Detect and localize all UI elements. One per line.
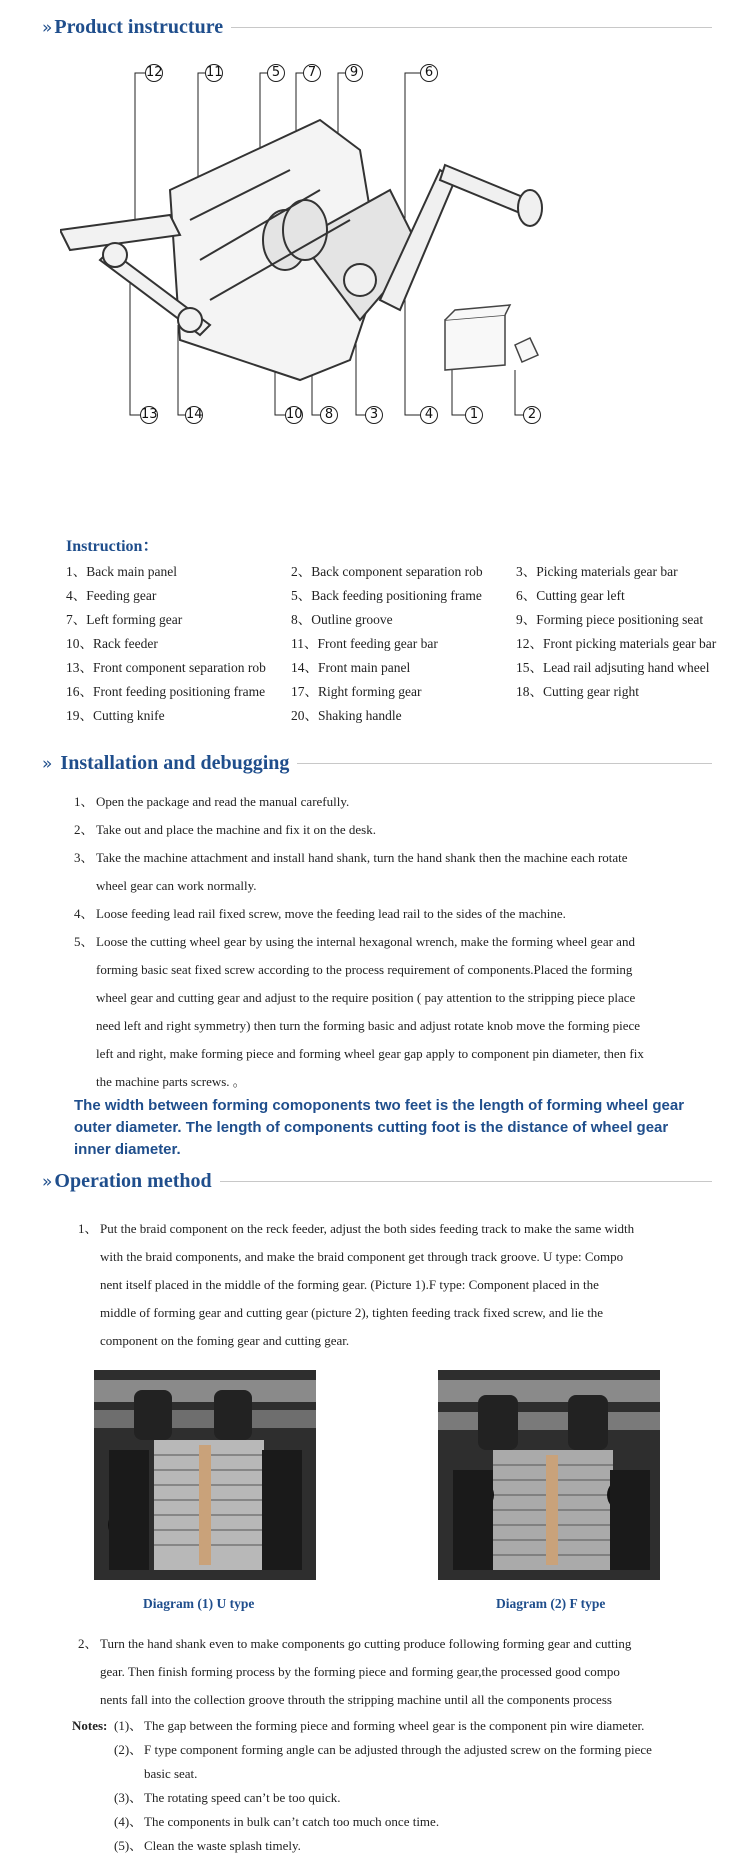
install-step: 3、 Take the machine attachment and install hand shank, turn the hand shank then the machine each rotate wheel gear can work normally. — [74, 850, 628, 893]
callout-4: 4 — [420, 406, 438, 424]
section-title-install: Installation and debugging — [60, 752, 290, 774]
photo-f-type — [438, 1370, 660, 1580]
part-item: 5、Back feeding positioning frame — [291, 588, 482, 603]
machine-illustration — [60, 70, 680, 510]
section-header-install — [42, 752, 712, 775]
note-item: Notes: (1)、 The gap between the forming piece and forming wheel gear is the component pin wire diameter. — [72, 1714, 712, 1738]
section-title-operation: Operation method — [54, 1170, 212, 1192]
section-header-product — [42, 16, 712, 39]
callout-1: 1 — [465, 406, 483, 424]
section-header-operation — [42, 1170, 712, 1193]
caption-f-type: Diagram (2) F type — [496, 1596, 606, 1611]
machine-diagram — [60, 65, 680, 510]
part-item: 11、Front feeding gear bar — [291, 636, 438, 651]
caption-u-type: Diagram (1) U type — [143, 1596, 255, 1611]
callout-11: 11 — [206, 65, 223, 80]
part-item: 17、Right forming gear — [291, 684, 422, 699]
callout-5: 5 — [267, 64, 285, 82]
install-step: 5、 Loose the cutting wheel gear by using the internal hexagonal wrench, make the forming wheel gear and forming basic seat fixed screw according to the process requirement of components.Placed the forming wheel gear and cutting gear and adjust to the require position ( pay attention to the stripping piece place need left and right symmetry) then turn the forming basic and adjust rotate knob move the forming piece left and right, make forming piece and forming wheel gear gap apply to component pin diameter, then fix the machine parts screws. 。 — [74, 934, 644, 1089]
part-item: 9、Forming piece positioning seat — [516, 612, 704, 627]
instruction-title: Instruction： — [66, 538, 159, 555]
double-chevron-icon: » — [42, 1171, 51, 1192]
install-step: 2、 Take out and place the machine and fix it on the desk. — [74, 822, 376, 837]
callout-12: 12 — [146, 65, 163, 80]
double-chevron-icon: » — [42, 17, 51, 38]
note-item: (5)、 Clean the waste splash timely. — [114, 1838, 301, 1853]
install-steps — [74, 788, 714, 1096]
part-item: 16、Front feeding positioning frame — [66, 684, 266, 699]
part-item: 8、Outline groove — [291, 612, 393, 627]
callout-13: 13 — [141, 407, 158, 422]
part-item: 15、Lead rail adjsuting hand wheel — [516, 660, 710, 675]
part-item: 3、Picking materials gear bar — [516, 564, 678, 579]
part-item: 13、Front component separation rob — [66, 660, 266, 675]
callout-14: 14 — [186, 407, 203, 422]
part-item: 12、Front picking materials gear bar — [516, 636, 717, 651]
note-item: (2)、 F type component forming angle can be adjusted through the adjusted screw on the forming piece basic seat. — [114, 1742, 652, 1781]
photo-u-type — [94, 1370, 316, 1580]
part-item: 6、Cutting gear left — [516, 588, 625, 603]
part-item: 4、Feeding gear — [66, 588, 157, 603]
part-item: 20、Shaking handle — [291, 708, 402, 723]
part-item: 10、Rack feeder — [66, 636, 158, 651]
callout-2: 2 — [523, 406, 541, 424]
note-item: (4)、 The components in bulk can’t catch too much once time. — [114, 1814, 440, 1829]
notes-list — [72, 1714, 712, 1858]
note-item: (3)、 The rotating speed can’t be too quick. — [114, 1790, 341, 1805]
double-chevron-icon: » — [42, 753, 51, 774]
divider — [297, 763, 712, 764]
part-item: 7、Left forming gear — [66, 612, 183, 627]
section-title-product: Product instructure — [54, 16, 224, 38]
callout-3: 3 — [365, 406, 383, 424]
install-step: 1、 Open the package and read the manual carefully. — [74, 794, 350, 809]
part-item: 18、Cutting gear right — [516, 684, 639, 699]
notes-label: Notes: — [72, 1718, 108, 1733]
callout-6: 6 — [420, 64, 438, 82]
part-item: 2、Back component separation rob — [291, 564, 483, 579]
callout-8: 8 — [320, 406, 338, 424]
callout-9: 9 — [345, 64, 363, 82]
callout-7: 7 — [303, 64, 321, 82]
highlight-note: The width between forming comoponents two feet is the length of forming wheel gear outer diameter. The length of components cutting foot is the distance of wheel gear inner diameter. — [74, 1097, 685, 1158]
install-step: 4、 Loose feeding lead rail fixed screw, move the feeding lead rail to the sides of the machine. — [74, 906, 566, 921]
callout-10: 10 — [286, 407, 303, 422]
part-item: 19、Cutting knife — [66, 708, 165, 723]
divider — [231, 27, 712, 28]
operation-step-1: 1、 Put the braid component on the reck feeder, adjust the both sides feeding track to make the same width with the braid components, and make the braid component get through track groove. U type: Compo nent itself placed in the middle of the forming gear. (Picture 1).F type: Component placed in the middle of forming gear and cutting gear (picture 2), tighten feeding track fixed screw, and lie the component on the foming gear and cutting gear. — [78, 1221, 635, 1348]
divider — [220, 1181, 712, 1182]
part-item: 14、Front main panel — [291, 660, 411, 675]
part-item: 1、Back main panel — [66, 564, 177, 579]
operation-step-2: 2、 Turn the hand shank even to make components go cutting produce following forming gear and cutting gear. Then finish forming process by the forming piece and forming gear,the processed good compo nents fall into the collection groove throuth the stripping machine until all the components process — [78, 1636, 632, 1707]
